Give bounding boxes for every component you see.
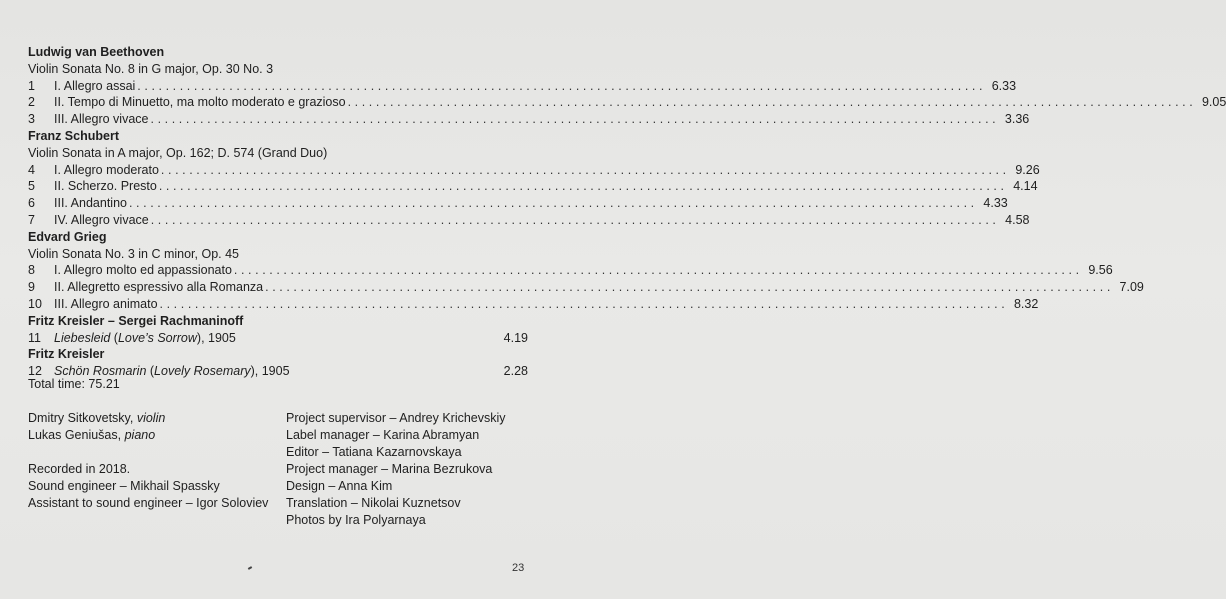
track-number: 1	[28, 78, 35, 93]
performer-role: piano	[124, 428, 156, 442]
credits-right	[286, 410, 506, 529]
track-duration: 9.05	[1201, 95, 1226, 110]
track-title: III. Andantino	[54, 196, 127, 211]
track-title: II. Scherzo. Presto	[54, 179, 157, 194]
dot-leader: ........................................................................................................................	[150, 112, 1000, 127]
track-number: 6	[28, 196, 35, 211]
composer-name: Fritz Kreisler	[28, 347, 105, 362]
track-title: III. Allegro animato	[54, 296, 158, 311]
track-title: I. Allegro moderato	[54, 162, 159, 177]
track-title	[54, 330, 236, 347]
staff-line: Label manager – Karina Abramyan	[286, 428, 480, 442]
track-duration: 6.33	[991, 78, 1017, 93]
track-row	[28, 94, 1226, 111]
performer-name: Dmitry Sitkovetsky,	[28, 411, 137, 425]
track-number: 11	[28, 330, 41, 345]
track-title: II. Tempo di Minuetto, ma molto moderato e grazioso	[54, 95, 346, 110]
staff-line: Photos by Ira Polyarnaya	[286, 513, 426, 527]
track-title-italic: Schön Rosmarin	[54, 364, 147, 379]
track-number: 5	[28, 179, 35, 194]
spacer	[28, 444, 268, 461]
track-row	[28, 78, 1017, 95]
track-row	[28, 195, 1008, 212]
track-title-part: (	[110, 330, 118, 345]
recording-line: Recorded in 2018.	[28, 462, 131, 476]
staff-line: Design – Anna Kim	[286, 479, 393, 493]
work-title: Violin Sonata No. 3 in C minor, Op. 45	[28, 246, 239, 261]
dot-leader: ........................................................................................................................	[159, 296, 1009, 311]
track-duration: 7.09	[1119, 280, 1144, 295]
track-row	[28, 279, 1144, 296]
staff-line: Project supervisor – Andrey Krichevskiy	[286, 411, 506, 425]
track-duration: 4.58	[1005, 212, 1030, 227]
track-row	[28, 296, 1039, 313]
staff-line: Translation – Nikolai Kuznetsov	[286, 496, 461, 510]
track-number: 3	[28, 112, 35, 127]
track-title: I. Allegro molto ed appassionato	[54, 263, 232, 278]
work-title: Violin Sonata No. 8 in G major, Op. 30 No. 3	[28, 61, 274, 76]
staff-line: Project manager – Marina Bezrukova	[286, 462, 493, 476]
work-title: Violin Sonata in A major, Op. 162; D. 574 (Grand Duo)	[28, 145, 328, 160]
track-title-translation: Love’s Sorrow	[117, 330, 197, 345]
composer-name: Ludwig van Beethoven	[28, 45, 165, 59]
track-number: 10	[28, 296, 42, 311]
track-row	[28, 178, 1038, 195]
dot-leader: ........................................................................................................................	[160, 162, 1010, 177]
track-number: 9	[28, 280, 35, 295]
track-duration: 8.32	[1013, 296, 1039, 311]
track-list	[28, 44, 1226, 380]
track-row	[28, 212, 1030, 229]
track-duration: 4.14	[1013, 179, 1038, 194]
dot-leader: ........................................................................................................................	[265, 280, 1114, 295]
track-row	[28, 111, 1030, 128]
track-number: 12	[28, 364, 42, 379]
dot-leader: ........................................................................................................................	[233, 263, 1083, 278]
track-title: III. Allegro vivace	[54, 112, 149, 127]
track-duration: 4.19	[503, 330, 528, 345]
track-row	[28, 262, 1113, 279]
track-title-italic: Liebesleid	[54, 330, 111, 345]
track-row	[28, 162, 1040, 179]
performer-line	[28, 427, 268, 444]
dot-leader: ........................................................................................................................	[347, 95, 1197, 110]
track-number: 4	[28, 162, 35, 177]
track-title-part: ), 1905	[250, 364, 290, 379]
track-row	[28, 330, 528, 347]
performer-name: Lukas Geniušas,	[28, 428, 125, 442]
track-duration: 9.26	[1015, 162, 1040, 177]
track-duration: 3.36	[1004, 112, 1030, 127]
dot-leader: ........................................................................................................................	[158, 179, 1008, 194]
dot-leader: ........................................................................................................................	[137, 78, 987, 93]
track-title: IV. Allegro vivace	[54, 212, 149, 227]
composer-name: Edvard Grieg	[28, 229, 107, 244]
track-title: II. Allegretto espressivo alla Romanza	[54, 280, 264, 295]
track-title-translation: Lovely Rosemary	[154, 364, 251, 379]
performer-line	[28, 410, 268, 427]
page-number: 23	[512, 562, 525, 574]
recording-line: Sound engineer – Mikhail Spassky	[28, 479, 220, 493]
dot-leader: ........................................................................................................................	[128, 196, 978, 211]
track-title: I. Allegro assai	[54, 78, 136, 93]
track-number: 8	[28, 263, 35, 278]
performer-role: violin	[136, 411, 166, 425]
paper-speck	[248, 566, 252, 570]
credits-left	[28, 410, 268, 512]
track-title-part: ), 1905	[196, 330, 236, 345]
track-number: 7	[28, 212, 35, 227]
composer-name: Franz Schubert	[28, 128, 119, 143]
dot-leader: ........................................................................................................................	[150, 212, 1000, 227]
track-duration: 9.56	[1088, 263, 1113, 278]
track-number: 2	[28, 95, 35, 110]
total-time: Total time: 75.21	[28, 377, 120, 391]
composer-name: Fritz Kreisler – Sergei Rachmaninoff	[28, 313, 244, 328]
track-duration: 4.33	[983, 196, 1008, 211]
track-duration: 2.28	[503, 364, 528, 379]
staff-line: Editor – Tatiana Kazarnovskaya	[286, 445, 462, 459]
recording-line: Assistant to sound engineer – Igor Soloviev	[28, 496, 269, 510]
track-title-part: (	[146, 364, 155, 379]
